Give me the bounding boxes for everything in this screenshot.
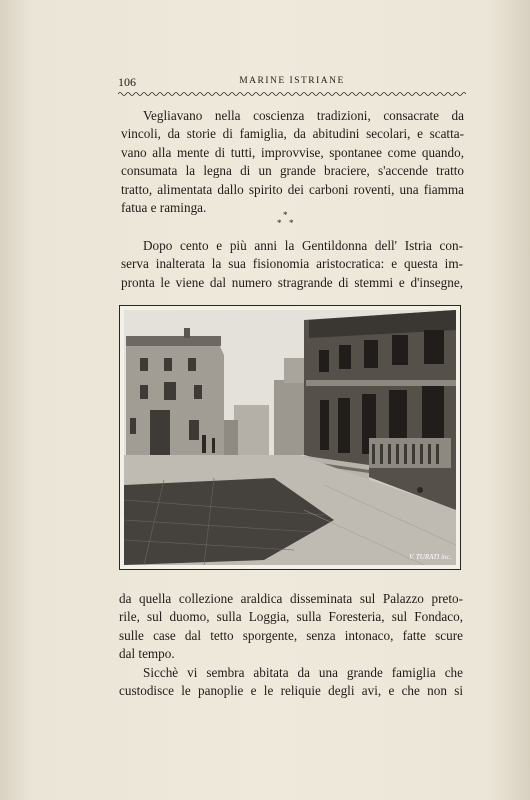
text-line: Vegliavano nella coscienza tradizioni, consacrate da [143,108,464,123]
paragraph-collezione-araldica [119,590,463,700]
text-line: fatua e raminga. [121,200,207,216]
text-line: pronta le viene dal numero stragrande di stemmi e d'insegne, [121,274,463,290]
text-line: Sicchè vi sembra abitata da una grande famiglia che [143,664,463,680]
paragraph-dopo-cento [121,237,463,292]
page-number: 106 [118,75,136,89]
paragraph-vegliavano [121,107,464,217]
text-line: rile, sul duomo, sulla Loggia, sulla Foresteria, sul Fondaco, [119,609,463,625]
text-line: serva inalterata la sua fisionomia aristocratica: e questa im- [121,256,463,272]
text-line: Dopo cento e più anni la Gentildonna dell' Istria con- [143,238,463,253]
asterisk-mark: * [283,210,288,220]
engraver-signature: V. TURATI inc. [409,553,452,561]
asterisk-mark: * [277,218,282,228]
text-line: vincoli, da storie di famiglia, da abitudini secolari, e scatta- [121,126,464,142]
asterisk-mark: * [289,218,294,228]
text-line: tratto, alimentata dallo spirito dei carboni roventi, una fiamma [121,181,464,197]
section-separator-asterism [275,210,299,230]
text-line: consumata la legna di un grande braciere, s'accende tratto [121,163,464,179]
running-title: MARINE ISTRIANE [239,76,345,86]
piazza-loggia-photograph [124,310,456,565]
text-line: vano alla mente di tutti, improvvise, spontanee come quando, [121,144,464,160]
text-line: sulle case dal tetto sporgente, senza intonaco, fatte scure [119,627,463,643]
decorative-wavy-rule [118,90,466,98]
text-line: da quella collezione araldica disseminata sul Palazzo preto- [119,591,463,606]
plate-photograph-frame [119,305,461,570]
text-line: dal tempo. [119,646,175,662]
text-line: custodisce le panoplie e le reliquie degli avi, e che non si [119,683,463,699]
